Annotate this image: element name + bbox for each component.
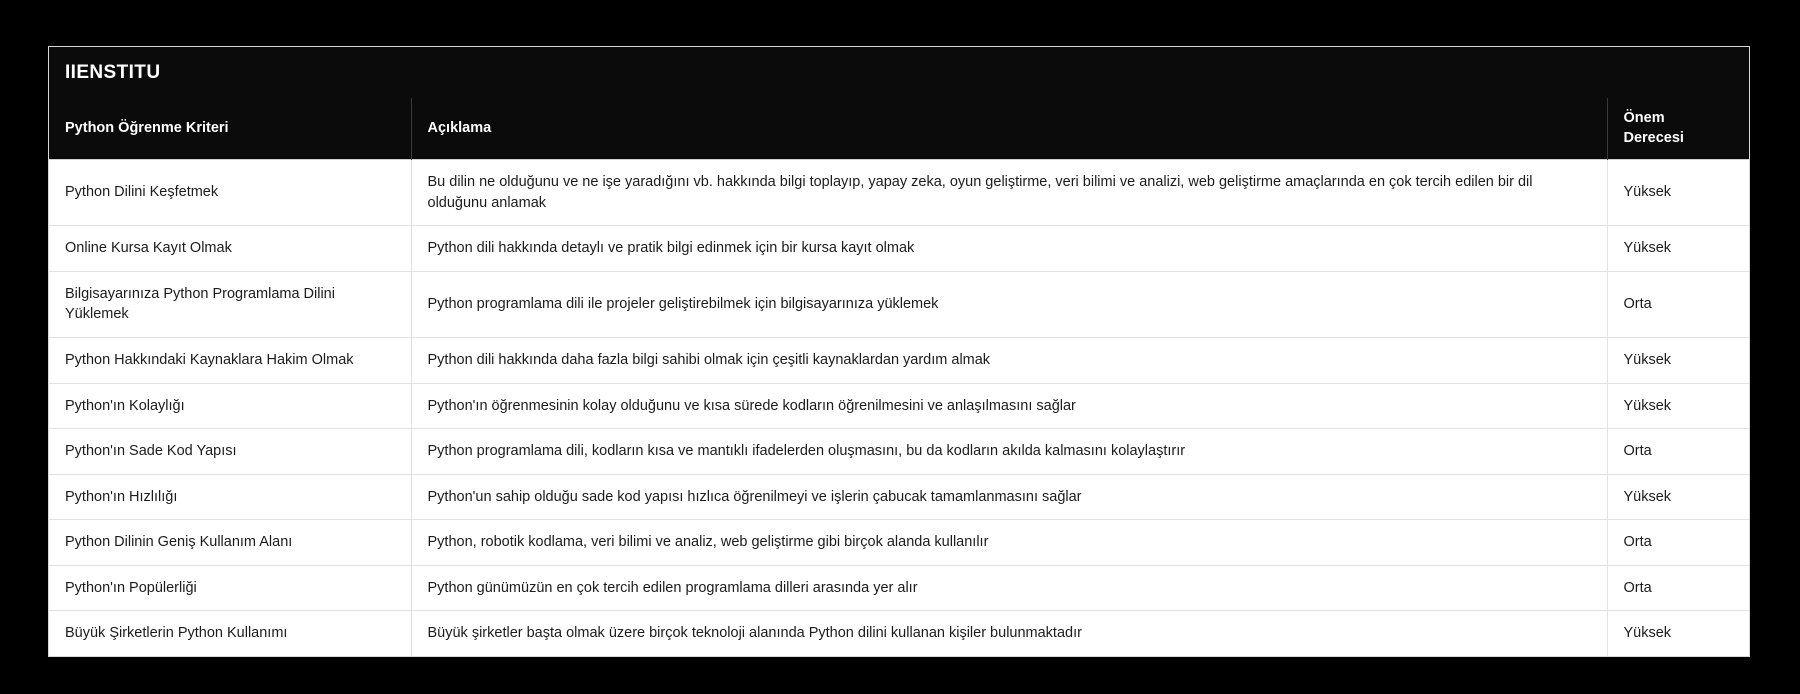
table-row bbox=[49, 520, 1749, 566]
cell-criteria: Online Kursa Kayıt Olmak bbox=[49, 226, 411, 272]
table-row bbox=[49, 338, 1749, 384]
table-body bbox=[49, 160, 1749, 656]
cell-criteria: Python'ın Popülerliği bbox=[49, 565, 411, 611]
cell-importance: Yüksek bbox=[1607, 611, 1749, 656]
cell-description: Python günümüzün en çok tercih edilen programlama dilleri arasında yer alır bbox=[411, 565, 1607, 611]
cell-description: Python programlama dili, kodların kısa ve mantıklı ifadelerden oluşmasını, bu da kodların akılda kalmasını kolaylaştırır bbox=[411, 429, 1607, 475]
cell-importance: Orta bbox=[1607, 429, 1749, 475]
cell-description: Python, robotik kodlama, veri bilimi ve analiz, web geliştirme gibi birçok alanda kullanılır bbox=[411, 520, 1607, 566]
table-row bbox=[49, 271, 1749, 337]
column-header-importance bbox=[1607, 98, 1749, 160]
cell-criteria: Python'ın Sade Kod Yapısı bbox=[49, 429, 411, 475]
table-row bbox=[49, 226, 1749, 272]
cell-importance: Orta bbox=[1607, 520, 1749, 566]
python-learning-criteria-table bbox=[49, 98, 1749, 656]
cell-criteria: Python Hakkındaki Kaynaklara Hakim Olmak bbox=[49, 338, 411, 384]
cell-importance: Yüksek bbox=[1607, 383, 1749, 429]
table-card bbox=[48, 46, 1750, 657]
table-row bbox=[49, 474, 1749, 520]
cell-importance: Orta bbox=[1607, 565, 1749, 611]
cell-criteria: Python'ın Kolaylığı bbox=[49, 383, 411, 429]
cell-description: Büyük şirketler başta olmak üzere birçok teknoloji alanında Python dilini kullanan kişiler bulunmaktadır bbox=[411, 611, 1607, 656]
table-row bbox=[49, 565, 1749, 611]
column-header-criteria: Python Öğrenme Kriteri bbox=[49, 98, 411, 160]
brand-title: IIENSTITU bbox=[65, 61, 161, 83]
cell-description: Python dili hakkında daha fazla bilgi sahibi olmak için çeşitli kaynaklardan yardım almak bbox=[411, 338, 1607, 384]
cell-criteria: Python Dilini Keşfetmek bbox=[49, 160, 411, 226]
cell-description: Python'un sahip olduğu sade kod yapısı hızlıca öğrenilmeyi ve işlerin çabucak tamamlanmasını sağlar bbox=[411, 474, 1607, 520]
column-header-description: Açıklama bbox=[411, 98, 1607, 160]
cell-importance: Yüksek bbox=[1607, 226, 1749, 272]
table-row bbox=[49, 383, 1749, 429]
table-row bbox=[49, 611, 1749, 656]
cell-description: Python'ın öğrenmesinin kolay olduğunu ve kısa sürede kodların öğrenilmesini ve anlaşılmasını sağlar bbox=[411, 383, 1607, 429]
cell-criteria: Büyük Şirketlerin Python Kullanımı bbox=[49, 611, 411, 656]
cell-description: Python programlama dili ile projeler geliştirebilmek için bilgisayarınıza yüklemek bbox=[411, 271, 1607, 337]
table-header bbox=[49, 98, 1749, 160]
column-header-importance-line1: Önem bbox=[1623, 110, 1665, 126]
cell-criteria: Bilgisayarınıza Python Programlama Dilini Yüklemek bbox=[49, 271, 411, 337]
cell-importance: Yüksek bbox=[1607, 338, 1749, 384]
table-header-row bbox=[49, 98, 1749, 160]
cell-criteria: Python Dilinin Geniş Kullanım Alanı bbox=[49, 520, 411, 566]
cell-importance: Orta bbox=[1607, 271, 1749, 337]
brand-bar bbox=[49, 47, 1749, 98]
cell-description: Bu dilin ne olduğunu ve ne işe yaradığını vb. hakkında bilgi toplayıp, yapay zeka, oyun geliştirme, veri bilimi ve analizi, web geliştirme amaçlarında en çok tercih edilen bir dil olduğunu anlamak bbox=[411, 160, 1607, 226]
cell-description: Python dili hakkında detaylı ve pratik bilgi edinmek için bir kursa kayıt olmak bbox=[411, 226, 1607, 272]
column-header-importance-line2: Derecesi bbox=[1623, 129, 1684, 146]
table-row bbox=[49, 429, 1749, 475]
table-row bbox=[49, 160, 1749, 226]
cell-criteria: Python'ın Hızlılığı bbox=[49, 474, 411, 520]
cell-importance: Yüksek bbox=[1607, 474, 1749, 520]
cell-importance: Yüksek bbox=[1607, 160, 1749, 226]
